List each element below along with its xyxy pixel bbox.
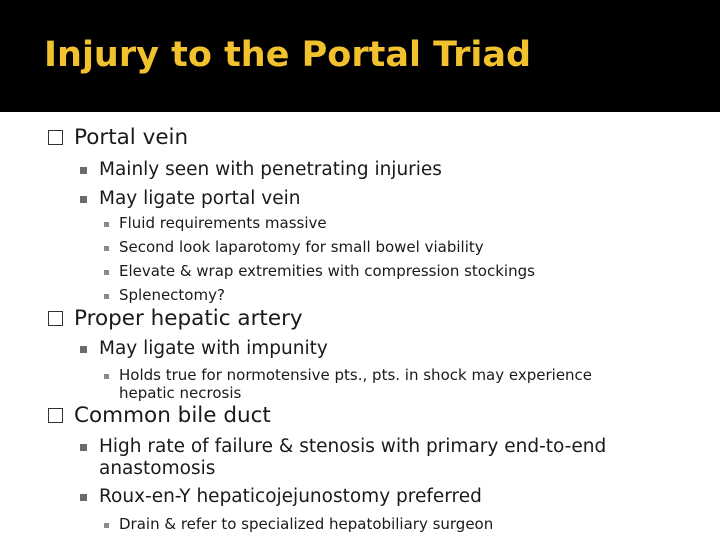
sub-bullet-label: Roux-en-Y hepaticojejunostomy preferred [99, 486, 482, 507]
sub-bullet-label: May ligate with impunity [99, 338, 328, 359]
bullet-label: Portal vein [74, 125, 189, 150]
slide-title: Injury to the Portal Triad [44, 35, 532, 75]
small-square-bullet-icon [104, 222, 109, 227]
small-square-bullet-icon [104, 246, 109, 251]
sub-sub-bullet-label: hepatic necrosis [119, 384, 242, 402]
bullet-label: Proper hepatic artery [74, 306, 303, 331]
sub-sub-bullet-label: Fluid requirements massive [119, 214, 327, 232]
small-square-bullet-icon [104, 523, 109, 528]
sub-sub-bullet-label: Drain & refer to specialized hepatobiliary surgeon [119, 515, 494, 533]
sub-bullet-label: May ligate portal vein [99, 188, 301, 209]
checkbox-bullet-icon [48, 408, 63, 423]
checkbox-bullet-icon [48, 130, 63, 145]
bullet-label: Common bile duct [74, 403, 271, 428]
checkbox-bullet-icon [48, 311, 63, 326]
sub-bullet-label: Mainly seen with penetrating injuries [99, 159, 442, 180]
sub-sub-bullet-label: Splenectomy? [119, 286, 225, 304]
sub-bullet-label: anastomosis [99, 458, 216, 479]
square-bullet-icon [80, 346, 87, 353]
small-square-bullet-icon [104, 270, 109, 275]
square-bullet-icon [80, 196, 87, 203]
sub-sub-bullet-label: Second look laparotomy for small bowel viability [119, 238, 484, 256]
small-square-bullet-icon [104, 374, 109, 379]
square-bullet-icon [80, 444, 87, 451]
square-bullet-icon [80, 167, 87, 174]
sub-bullet-label: High rate of failure & stenosis with primary end-to-end [99, 436, 607, 457]
square-bullet-icon [80, 494, 87, 501]
sub-sub-bullet-label: Holds true for normotensive pts., pts. in shock may experience [119, 366, 593, 384]
sub-sub-bullet-label: Elevate & wrap extremities with compression stockings [119, 262, 535, 280]
small-square-bullet-icon [104, 294, 109, 299]
